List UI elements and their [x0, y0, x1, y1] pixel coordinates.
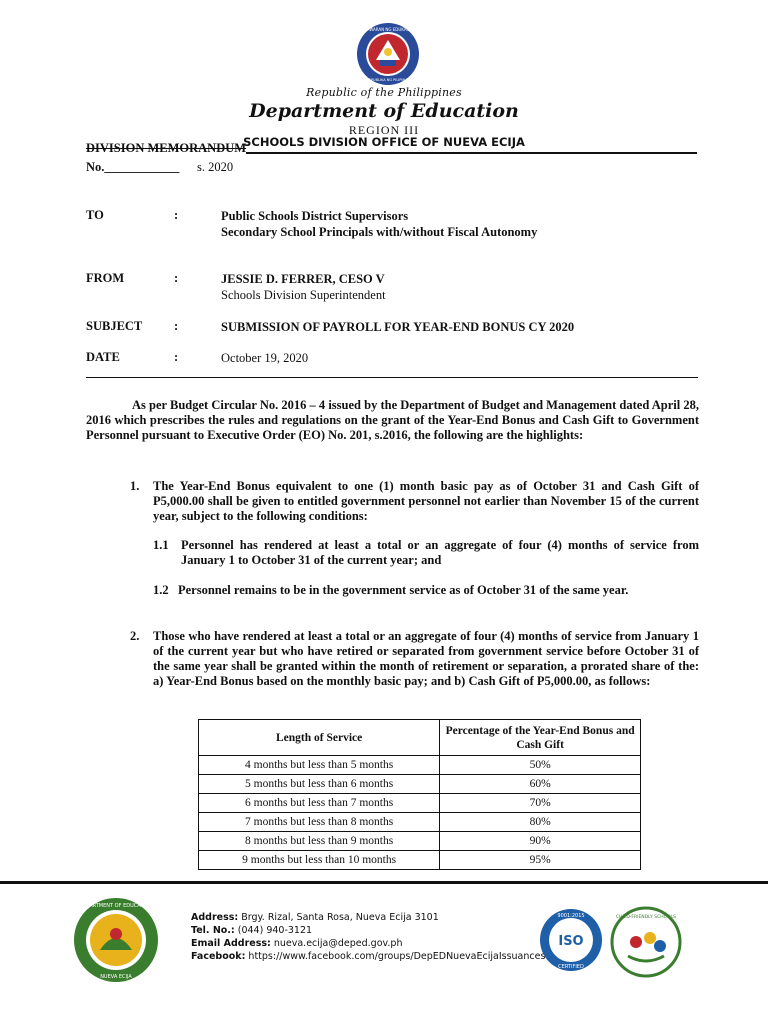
to-line-2: Secondary School Principals with/without Fiscal Autonomy [221, 225, 538, 239]
footer-tel [191, 925, 312, 936]
region-line: REGION III [348, 123, 420, 137]
svg-text:REPUBLIKA NG PILIPINAS: REPUBLIKA NG PILIPINAS [366, 78, 410, 82]
deped-seal-icon [356, 22, 420, 86]
republic-line: Republic of the Philippines [306, 86, 462, 99]
item-1-1-body: Personnel has rendered at least a total or an aggregate of four (4) months of service from January 1 to October 31 of the current year; and [181, 538, 699, 567]
service-cell: 4 months but less than 5 months [199, 756, 440, 775]
memo-number: No.____________ [86, 160, 180, 174]
to-line-1: Public Schools District Supervisors [221, 209, 409, 223]
svg-text:NUEVA ECIJA: NUEVA ECIJA [100, 974, 132, 980]
table-row [199, 794, 641, 813]
header-rule [246, 152, 697, 154]
svg-text:KAGAWARAN NG EDUKASYON: KAGAWARAN NG EDUKASYON [358, 27, 418, 32]
from-line-2: Schools Division Superintendent [221, 288, 386, 302]
from-value [221, 271, 386, 303]
from-colon: : [174, 271, 179, 285]
item-1-text: The Year-End Bonus equivalent to one (1) month basic pay as of October 31 and Cash Gift of P5,000.00 shall be given to entitled government personnel not earlier than November 15 of the current year, subject to the following conditions: [153, 479, 699, 523]
service-cell: 5 months but less than 6 months [199, 775, 440, 794]
service-cell: 9 months but less than 10 months [199, 851, 440, 870]
to-key: TO [86, 208, 104, 222]
tel-value: (044) 940-3121 [237, 925, 313, 936]
svg-text:ISO: ISO [558, 934, 584, 949]
table-row [199, 756, 641, 775]
department-name: Department of Education [249, 100, 519, 122]
memo-series: s. 2020 [197, 160, 234, 174]
memo-label: DIVISION MEMORANDUM [86, 141, 247, 155]
facebook-link[interactable]: https://www.facebook.com/groups/DepEDNuevaEcijaIssuances [248, 951, 546, 962]
subject-key: SUBJECT [86, 319, 143, 333]
table-row [199, 851, 641, 870]
from-key: FROM [86, 271, 125, 285]
address-value: Brgy. Rizal, Santa Rosa, Nueva Ecija 3101 [241, 912, 439, 923]
svg-text:DEPARTMENT OF EDUCATION: DEPARTMENT OF EDUCATION [79, 903, 153, 909]
percentage-cell: 90% [440, 832, 641, 851]
service-cell: 7 months but less than 8 months [199, 813, 440, 832]
percentage-cell: 50% [440, 756, 641, 775]
tel-key: Tel. No.: [191, 925, 235, 936]
iso-certified-icon [539, 908, 603, 972]
item-1-number: 1. [130, 479, 140, 493]
column-header-percentage: Percentage of the Year-End Bonus and Cash Gift [440, 720, 641, 756]
child-friendly-schools-icon [610, 906, 682, 978]
table-row [199, 832, 641, 851]
item-1-1-text [181, 538, 699, 568]
column-header-service: Length of Service [199, 720, 440, 756]
subject-value: SUBMISSION OF PAYROLL FOR YEAR-END BONUS CY 2020 [221, 320, 575, 334]
bonus-percentage-table [198, 719, 641, 870]
table-row [199, 813, 641, 832]
email-key: Email Address: [191, 938, 271, 949]
svg-text:9001:2015: 9001:2015 [557, 913, 585, 919]
from-line-1: JESSIE D. FERRER, CESO V [221, 272, 385, 286]
service-cell: 6 months but less than 7 months [199, 794, 440, 813]
address-key: Address: [191, 912, 239, 923]
email-value[interactable]: nueva.ecija@deped.gov.ph [273, 938, 403, 949]
item-2-number: 2. [130, 629, 140, 643]
footer-divider [0, 881, 768, 884]
footer-address [191, 912, 439, 923]
percentage-cell: 95% [440, 851, 641, 870]
table-row [199, 775, 641, 794]
division-logo-icon [72, 896, 160, 984]
percentage-cell: 60% [440, 775, 641, 794]
date-value: October 19, 2020 [221, 351, 309, 365]
division-office-name: SCHOOLS DIVISION OFFICE OF NUEVA ECIJA [243, 135, 525, 149]
to-value [221, 208, 537, 240]
item-1-2-text: Personnel remains to be in the government service as of October 31 of the same year. [178, 583, 629, 597]
header-divider [86, 377, 698, 378]
percentage-cell: 70% [440, 794, 641, 813]
service-cell: 8 months but less than 9 months [199, 832, 440, 851]
subject-colon: : [174, 319, 179, 333]
percentage-cell: 80% [440, 813, 641, 832]
to-colon: : [174, 208, 179, 222]
intro-paragraph: As per Budget Circular No. 2016 – 4 issued by the Department of Budget and Management dated April 28, 2016 which prescribes the rules and regulations on the grant of the Year-End Bonus and Cash Gift to Government Personnel pursuant to Executive Order (EO) No. 201, s.2016, the following are the highlights: [86, 398, 699, 442]
footer-email [191, 938, 402, 949]
svg-text:CERTIFIED: CERTIFIED [558, 964, 584, 970]
item-2-text: Those who have rendered at least a total or an aggregate of four (4) months of service from January 1 of the current year but who have retired or separated from government service before October 31 of the same year shall be granted within the month of retirement or separation, a prorated share of the: a) Year-End Bonus based on the monthly basic pay; and b) Cash Gift of P5,000.00, as follows: [153, 629, 699, 688]
date-key: DATE [86, 350, 120, 364]
item-1-1-number: 1.1 [153, 538, 169, 552]
table-header-row [199, 720, 641, 756]
date-colon: : [174, 350, 179, 364]
facebook-key: Facebook: [191, 951, 246, 962]
footer-facebook [191, 951, 545, 962]
svg-text:CHILD-FRIENDLY SCHOOLS: CHILD-FRIENDLY SCHOOLS [615, 915, 677, 920]
item-1-2-number: 1.2 [153, 583, 169, 597]
